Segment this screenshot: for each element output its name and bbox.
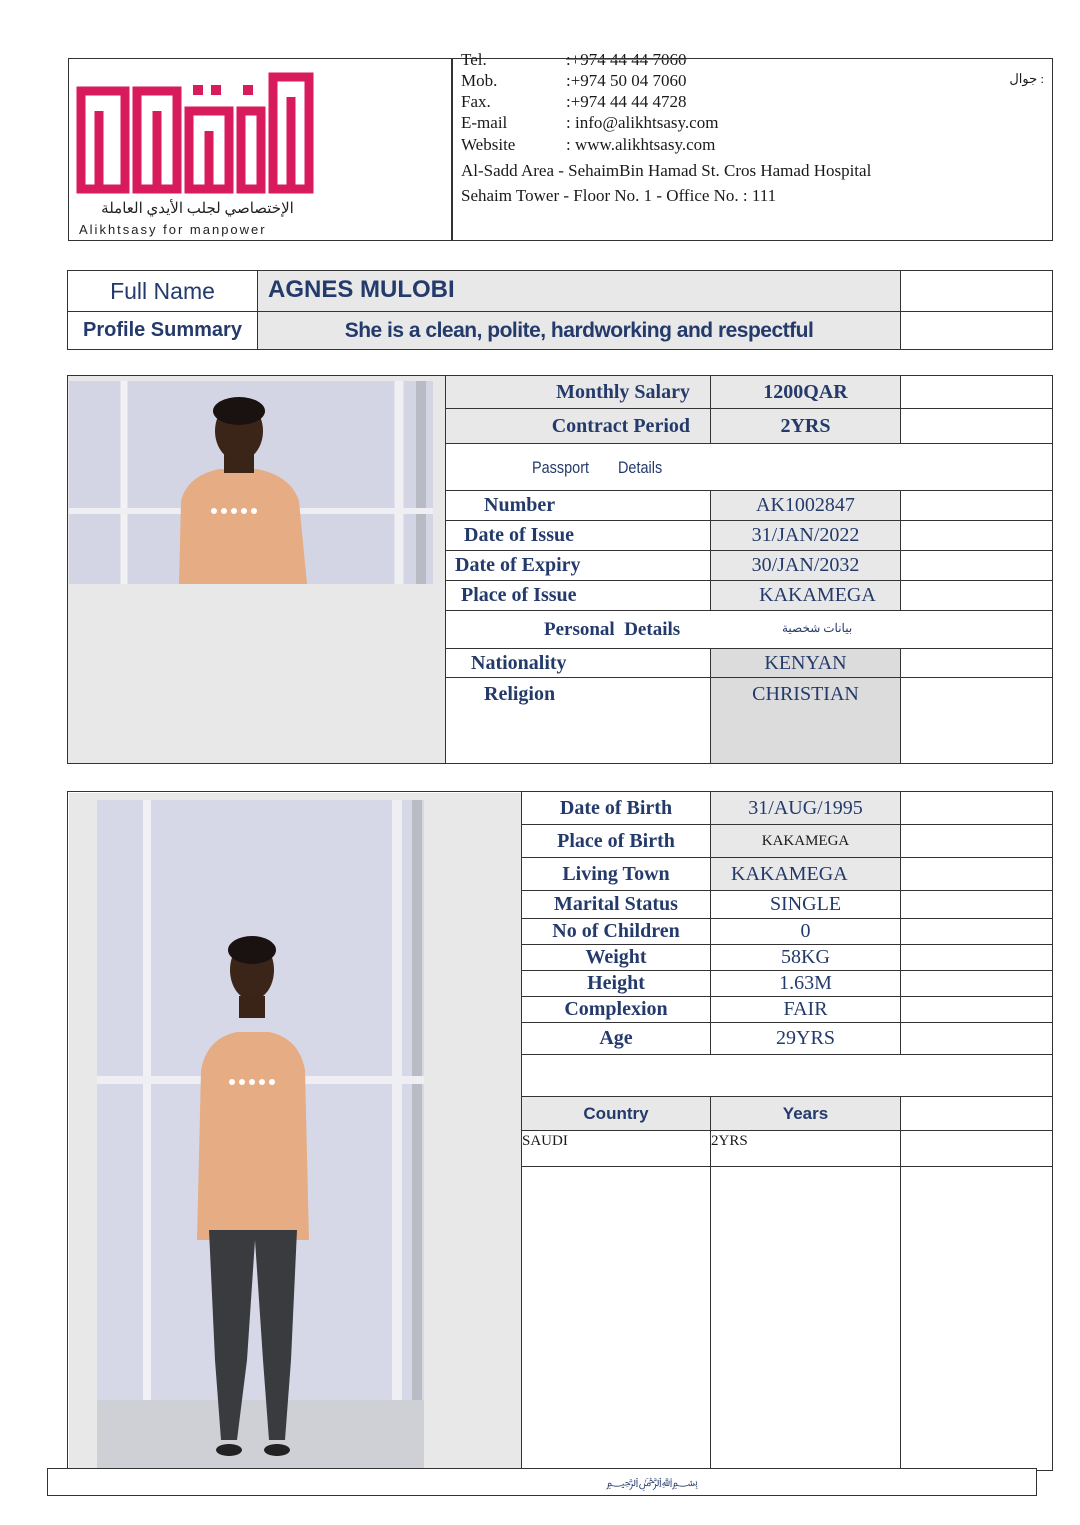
religion-value: CHRISTIAN xyxy=(710,677,901,764)
children-value: 0 xyxy=(710,918,901,945)
salary-arabic-cell xyxy=(900,375,1053,409)
address-line-2: Sehaim Tower - Floor No. 1 - Office No. : 111 xyxy=(461,186,777,205)
profile-summary-label: Profile Summary xyxy=(67,311,258,350)
religion-label: Religion xyxy=(445,677,711,764)
complexion-value: FAIR xyxy=(710,996,901,1023)
age-label: Age xyxy=(521,1022,711,1055)
religion-arabic xyxy=(900,677,1053,764)
dob-value: 31/AUG/1995 xyxy=(710,791,901,825)
footer-box xyxy=(47,1468,1037,1496)
contact-row-mob: Mob. :+974 50 04 7060 xyxy=(461,71,687,90)
living-town-label: Living Town xyxy=(521,857,711,891)
passport-number-arabic xyxy=(900,490,1053,521)
full-body-photo-icon xyxy=(97,800,424,1468)
contact-row-email: E-mail : info@alikhtsasy.com xyxy=(461,113,719,132)
age-value: 29YRS xyxy=(710,1022,901,1055)
experience-empty-years xyxy=(710,1166,901,1471)
contract-period-value: 2YRS xyxy=(710,408,901,444)
marital-status-value: SINGLE xyxy=(710,890,901,919)
letterhead xyxy=(68,50,1053,241)
complexion-arabic xyxy=(900,996,1053,1023)
header-divider xyxy=(451,59,453,240)
contract-arabic-cell xyxy=(900,408,1053,444)
weight-value: 58KG xyxy=(710,944,901,971)
candidate-photo-full-body xyxy=(97,800,424,1468)
contact-block xyxy=(461,50,981,206)
contract-period-label: Contract Period xyxy=(445,408,711,444)
experience-empty-country xyxy=(521,1166,711,1471)
full-name-arabic-cell xyxy=(900,270,1053,312)
contact-row-tel: Tel. :+974 44 44 7060 xyxy=(461,50,687,69)
weight-arabic xyxy=(900,944,1053,971)
issue-date-value: 31/JAN/2022 xyxy=(710,520,901,551)
children-arabic xyxy=(900,918,1053,945)
experience-years-header: Years xyxy=(710,1096,901,1131)
passport-details-header: Passport Details xyxy=(445,443,1053,491)
salary-value: 1200QAR xyxy=(710,375,901,409)
dob-arabic xyxy=(900,791,1053,825)
complexion-label: Complexion xyxy=(521,996,711,1023)
dob-label: Date of Birth xyxy=(521,791,711,825)
living-town-arabic xyxy=(900,857,1053,891)
candidate-photo-portrait xyxy=(69,381,433,584)
place-of-birth-value: KAKAMEGA xyxy=(710,824,901,858)
experience-empty-arabic xyxy=(900,1166,1053,1471)
nationality-value: KENYAN xyxy=(710,648,901,678)
logo-arabic-text: الإختصاصي لجلب الأيدي العاملة xyxy=(101,201,294,217)
experience-country-header: Country xyxy=(521,1096,711,1131)
passport-number-label: Number xyxy=(445,490,711,521)
height-value: 1.63M xyxy=(710,970,901,997)
profile-arabic-cell xyxy=(900,311,1053,350)
contact-row-fax: Fax. :+974 44 44 4728 xyxy=(461,92,687,111)
living-town-value: KAKAMEGA xyxy=(710,857,901,891)
profile-summary-value: She is a clean, polite, hardworking and respectful xyxy=(257,311,901,350)
address-line-1: Al-Sadd Area - SehaimBin Hamad St. Cros Hamad Hospital xyxy=(461,161,872,180)
expiry-date-arabic xyxy=(900,550,1053,581)
place-of-birth-arabic xyxy=(900,824,1053,858)
age-arabic xyxy=(900,1022,1053,1055)
footer-mark-icon: ﷽ xyxy=(606,1475,699,1489)
weight-label: Weight xyxy=(521,944,711,971)
place-of-issue-arabic xyxy=(900,580,1053,611)
contact-row-website: Website : www.alikhtsasy.com xyxy=(461,135,716,154)
logo-mark-icon xyxy=(75,71,320,196)
issue-date-arabic xyxy=(900,520,1053,551)
height-arabic xyxy=(900,970,1053,997)
full-name-value: AGNES MULOBI xyxy=(257,270,901,312)
marital-status-label: Marital Status xyxy=(521,890,711,919)
expiry-date-label: Date of Expiry xyxy=(445,550,711,581)
experience-row-years: 2YRS xyxy=(710,1130,901,1167)
nationality-arabic xyxy=(900,648,1053,678)
place-of-issue-label: Place of Issue xyxy=(445,580,711,611)
issue-date-label: Date of Issue xyxy=(445,520,711,551)
logo-english-text: Alikhtsasy for manpower xyxy=(79,222,267,237)
experience-row-country: SAUDI xyxy=(521,1130,711,1167)
nationality-label: Nationality xyxy=(445,648,711,678)
height-label: Height xyxy=(521,970,711,997)
arabic-mob-label: جوال : xyxy=(1009,71,1044,86)
portrait-photo-icon xyxy=(69,381,433,584)
passport-number-value: AK1002847 xyxy=(710,490,901,521)
children-label: No of Children xyxy=(521,918,711,945)
experience-row-arabic xyxy=(900,1130,1053,1167)
experience-arabic-header xyxy=(900,1096,1053,1131)
salary-label: Monthly Salary xyxy=(445,375,711,409)
full-name-label: Full Name xyxy=(67,270,258,312)
expiry-date-value: 30/JAN/2032 xyxy=(710,550,901,581)
marital-status-arabic xyxy=(900,890,1053,919)
personal-details-header: Personal Details بيانات شخصية xyxy=(445,610,1053,649)
spacer-row xyxy=(521,1054,1053,1097)
place-of-issue-value: KAKAMEGA xyxy=(710,580,901,611)
place-of-birth-label: Place of Birth xyxy=(521,824,711,858)
company-logo xyxy=(75,71,320,196)
